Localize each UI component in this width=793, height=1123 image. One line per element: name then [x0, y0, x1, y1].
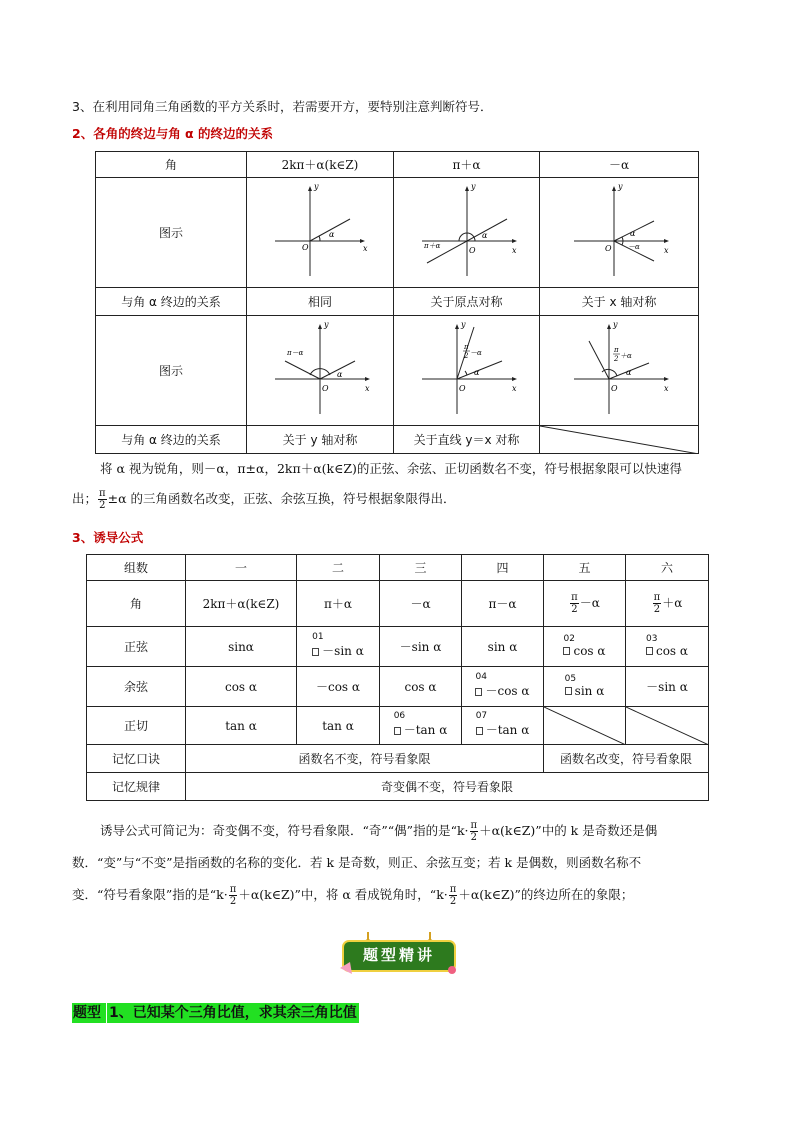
row-label-diagram-2: 图示: [96, 316, 247, 426]
diagram-neg: [540, 178, 699, 288]
tan-4: 07 －tan α: [462, 707, 544, 745]
diagonal-line: [626, 707, 709, 745]
cos-3: cos α: [380, 667, 462, 707]
angle-4: π－α: [462, 581, 544, 627]
frac-half-pi: $\frac{\pi}{2}$: [99, 488, 106, 511]
groups-label: 组数: [87, 555, 186, 581]
cos-6: －sin α: [626, 667, 709, 707]
svg-text:x: x: [511, 246, 517, 255]
cos-1: cos α: [186, 667, 297, 707]
group-6: 六: [626, 555, 709, 581]
x-axis-label: x: [363, 244, 368, 253]
tan-label: 正切: [87, 707, 186, 745]
sin-6: 03 cos α: [626, 627, 709, 667]
diagram-line-symmetric: [412, 319, 522, 419]
pi-minus-alpha-label: π－α: [287, 349, 304, 357]
col-header-pi-plus: π＋α: [394, 152, 540, 178]
group-1: 一: [186, 555, 297, 581]
sin-4: sin α: [462, 627, 544, 667]
svg-text:O: O: [468, 246, 476, 255]
mnemonic-label: 记忆口诀: [87, 745, 186, 773]
item3-note: 3、在利用同角三角函数的平方关系时，若需要开方，要特别注意判断符号．: [72, 99, 493, 114]
heading1-text: 1、已知某个三角比值，求其余三角比值: [109, 1005, 357, 1021]
diagram-half-pi-plus-svg: [564, 319, 674, 419]
svg-text:y: y: [470, 182, 476, 191]
cos-label: 余弦: [87, 667, 186, 707]
origin-label: O: [302, 243, 309, 252]
row-label-diagram: 图示: [96, 178, 247, 288]
cos-4: 04 －cos α: [462, 667, 544, 707]
tan-5-empty: [544, 707, 626, 745]
mnemonic-left: 函数名不变，符号看象限: [186, 745, 544, 773]
diagram-2kpi: [247, 178, 394, 288]
diagram-pi-plus: [394, 178, 540, 288]
row-label-relation-2: 与角 α 终边的关系: [96, 426, 247, 454]
rule-text: 奇变偶不变，符号看象限: [186, 773, 709, 801]
angle-1: 2kπ＋α(k∈Z): [186, 581, 297, 627]
two-label: 2: [463, 352, 468, 360]
svg-text:y: y: [618, 182, 623, 191]
svg-text:y: y: [613, 320, 618, 329]
sin-3: －sin α: [380, 627, 462, 667]
half-pi-minus-label: －α: [469, 349, 482, 357]
induction-formula-table: [86, 554, 709, 801]
svg-text:O: O: [458, 384, 466, 393]
para-acute-angle-note: 将 α 视为锐角，则－α，π±α，2kπ＋α(k∈Z)的正弦、余弦、正切函数名不变，符号根据象限可以快速得: [100, 461, 682, 476]
svg-text:π: π: [614, 346, 619, 354]
col-header-neg: －α: [540, 152, 699, 178]
diagram-same-side: [265, 181, 375, 281]
diagram-y-symmetric: [265, 319, 375, 419]
group-3: 三: [380, 555, 462, 581]
heading1-tag: 题型: [72, 1003, 106, 1023]
alpha-label: α: [329, 230, 335, 239]
pi-plus-alpha-label: π＋α: [423, 242, 440, 250]
svg-text:x: x: [365, 384, 370, 393]
para-formula-summary-3: 变．“符号看象限”指的是“k· $\frac{\pi}{2}$ ＋α(k∈Z)”中，将 α 看成锐角时，“k· $\frac{\pi}{2}$ ＋α(k∈Z)”的终边所在的象限；: [72, 884, 634, 907]
svg-text:x: x: [664, 246, 669, 255]
para-acute-angle-note-2: 出； $\frac{\pi}{2}$ ±α 的三角函数名改变，正弦、余弦互换，符号根据象限得出．: [72, 488, 456, 511]
svg-text:α: α: [337, 370, 343, 379]
group-5: 五: [544, 555, 626, 581]
col-header-2kpi: 2kπ＋α(k∈Z): [247, 152, 394, 178]
tan-3: 06 －tan α: [380, 707, 462, 745]
group-4: 四: [462, 555, 544, 581]
diagonal-line: [544, 707, 626, 745]
rule-label: 记忆规律: [87, 773, 186, 801]
tan-1: tan α: [186, 707, 297, 745]
relation-y-axis: 关于 y 轴对称: [247, 426, 394, 454]
relation-x-axis: 关于 x 轴对称: [540, 288, 699, 316]
sin-label: 正弦: [87, 627, 186, 667]
col-header-angle: 角: [96, 152, 247, 178]
angle-3: －α: [380, 581, 462, 627]
svg-text:2: 2: [614, 355, 619, 363]
section-badge: [340, 932, 458, 978]
para-formula-summary-1: 诱导公式可简记为：奇变偶不变，符号看象限．“奇”“偶”指的是“k· $\frac{\pi}{2}$ ＋α(k∈Z)”中的 k 是奇数还是偶: [100, 820, 658, 843]
terminal-side-table: [95, 151, 699, 454]
angle-2: π＋α: [297, 581, 380, 627]
svg-text:α: α: [630, 229, 636, 238]
badge-text: 题型精讲: [362, 946, 435, 964]
angle-label: 角: [87, 581, 186, 627]
mnemonic-right: 函数名改变，符号看象限: [544, 745, 709, 773]
sin-1: sinα: [186, 627, 297, 667]
svg-text:α: α: [473, 368, 479, 377]
para-formula-summary-2: 数．“变”与“不变”是指函数的名称的变化．若 k 是奇数，则正、余弦互变；若 k 是偶数，则函数名称不: [72, 855, 642, 870]
svg-text:O: O: [611, 384, 618, 393]
sin-2: 01 －sin α: [297, 627, 380, 667]
svg-text:y: y: [460, 320, 466, 329]
tan-2: tan α: [297, 707, 380, 745]
group-2: 二: [297, 555, 380, 581]
angle-5: $\frac{\pi}{2}$ －α: [544, 581, 626, 627]
sin-5: 02 cos α: [544, 627, 626, 667]
relation-same: 相同: [247, 288, 394, 316]
svg-text:O: O: [605, 244, 612, 253]
diagram-x-symmetric: [564, 181, 674, 281]
svg-text:α: α: [481, 231, 487, 240]
relation-line-yx: 关于直线 y＝x 对称: [394, 426, 540, 454]
empty-diagonal-cell: [540, 426, 699, 454]
svg-text:O: O: [322, 384, 329, 393]
svg-text:x: x: [511, 384, 517, 393]
angle-6: $\frac{\pi}{2}$ ＋α: [626, 581, 709, 627]
diagram-half-pi-plus: [540, 316, 699, 426]
section2-title: 2、各角的终边与角 α 的终边的关系: [72, 126, 273, 141]
neg-alpha-label: －α: [628, 243, 640, 251]
row-label-relation-1: 与角 α 终边的关系: [96, 288, 247, 316]
section3-title: 3、诱导公式: [72, 530, 144, 545]
svg-text:y: y: [324, 320, 329, 329]
svg-text:x: x: [664, 384, 669, 393]
diagram-pi-minus: [247, 316, 394, 426]
diagonal-line: [540, 426, 699, 454]
cos-5: 05 sin α: [544, 667, 626, 707]
cos-2: －cos α: [297, 667, 380, 707]
diagram-half-pi-minus: [394, 316, 540, 426]
relation-origin: 关于原点对称: [394, 288, 540, 316]
svg-text:α: α: [626, 368, 632, 377]
y-axis-label: y: [314, 182, 319, 191]
half-pi-plus-label: ＋α: [620, 352, 632, 360]
diagram-origin-symmetric: [412, 181, 522, 281]
tan-6-empty: [626, 707, 709, 745]
pi-label: π: [463, 343, 469, 351]
